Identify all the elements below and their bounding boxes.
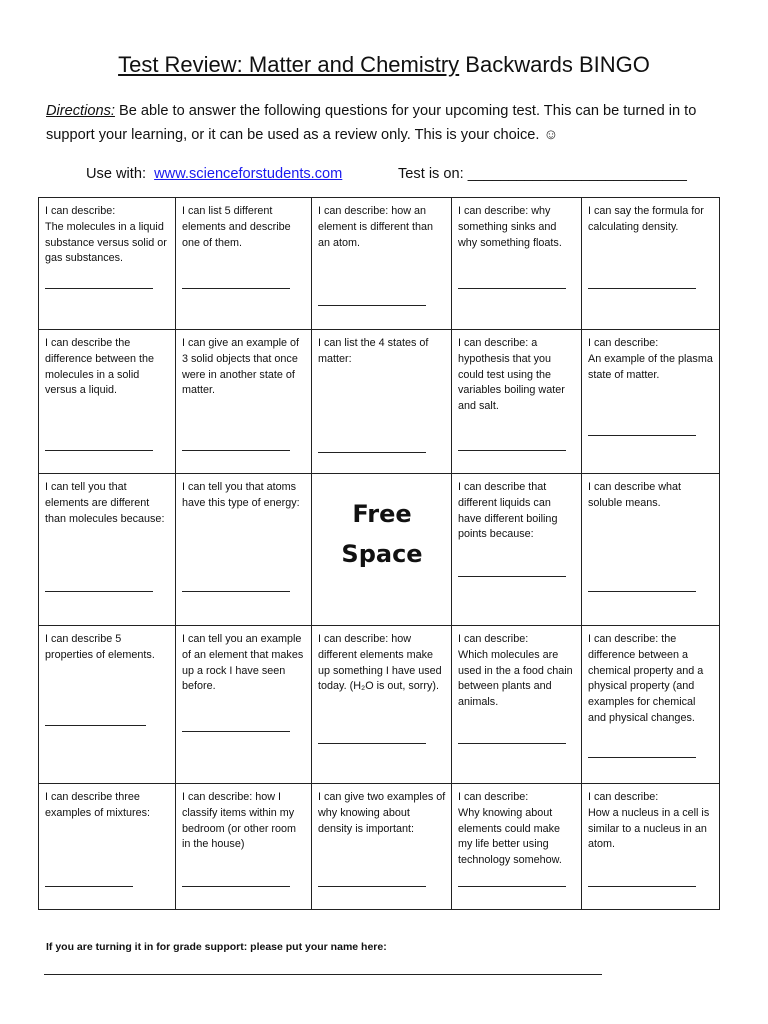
answer-blank[interactable]: [318, 452, 426, 453]
name-line[interactable]: [44, 974, 602, 975]
cell-prompt: I can describe: Which molecules are used in the a food chain between plants and animals.: [458, 633, 573, 709]
answer-blank[interactable]: [182, 450, 290, 451]
bingo-cell: [39, 330, 176, 474]
bingo-row: [39, 198, 720, 330]
directions-label: Directions:: [46, 103, 115, 119]
cell-prompt: I can describe 5 properties of elements.: [45, 633, 155, 661]
bingo-row: [39, 474, 720, 626]
bingo-cell: [452, 626, 582, 784]
cell-prompt: I can describe: How a nucleus in a cell is similar to a nucleus in an atom.: [588, 791, 710, 851]
bingo-cell: [39, 198, 176, 330]
cell-prompt: I can tell you that elements are different than molecules because:: [45, 481, 165, 525]
cell-prompt: I can describe the difference between the molecules in a solid versus a liquid.: [45, 337, 155, 397]
cell-prompt: I can list the 4 states of matter:: [318, 337, 429, 365]
answer-blank[interactable]: [588, 757, 696, 758]
answer-blank[interactable]: [588, 591, 696, 592]
bingo-grid: [38, 197, 720, 910]
cell-prompt: I can describe: Why knowing about elements could make my life better using technology somehow.: [458, 791, 562, 867]
cell-prompt: I can describe: the difference between a chemical property and a physical property (and examples for chemical and physical changes.: [588, 633, 704, 724]
bingo-cell: [176, 474, 312, 626]
bingo-row: [39, 784, 720, 910]
cell-prompt: I can describe: a hypothesis that you could test using the variables boiling water and salt.: [458, 337, 565, 413]
free-space: [318, 480, 446, 574]
bingo-cell: [39, 784, 176, 910]
cell-prompt: I can describe: An example of the plasma state of matter.: [588, 337, 713, 381]
answer-blank[interactable]: [588, 886, 696, 887]
cell-prompt: I can describe that different liquids can have different boiling points because:: [458, 481, 558, 541]
bingo-cell: [39, 626, 176, 784]
cell-prompt: I can describe: how I classify items within my bedroom (or other room in the house): [182, 791, 297, 851]
answer-blank[interactable]: [182, 731, 290, 732]
answer-blank[interactable]: [458, 886, 566, 887]
bingo-cell: [312, 330, 452, 474]
bingo-cell: [176, 784, 312, 910]
bingo-cell: [582, 474, 720, 626]
answer-blank[interactable]: [182, 886, 290, 887]
bingo-cell: [582, 626, 720, 784]
page-title: [0, 50, 768, 80]
cell-prompt: I can tell you that atoms have this type of energy:: [182, 481, 300, 509]
bingo-cell: [312, 626, 452, 784]
answer-blank[interactable]: [588, 435, 696, 436]
answer-blank[interactable]: [182, 288, 290, 289]
bingo-cell: [452, 474, 582, 626]
bingo-cell: [176, 626, 312, 784]
answer-blank[interactable]: [588, 288, 696, 289]
cell-prompt: I can describe: The molecules in a liquid substance versus solid or gas substances.: [45, 205, 167, 265]
answer-blank[interactable]: [318, 743, 426, 744]
answer-blank[interactable]: [458, 450, 566, 451]
cell-prompt: I can give an example of 3 solid objects that once were in another state of matter.: [182, 337, 300, 397]
answer-blank[interactable]: [45, 725, 146, 726]
test-date-blank: ___________________________: [467, 166, 687, 182]
bingo-cell: [39, 474, 176, 626]
answer-blank[interactable]: [318, 886, 426, 887]
directions-text: Be able to answer the following questions for your upcoming test. This can be turned in to support your learning, or it can be used as a review only. This is your choice. ☺: [46, 103, 697, 143]
use-with-label: Use with:: [86, 166, 147, 182]
cell-prompt: I can give two examples of why knowing about density is important:: [318, 791, 446, 835]
answer-blank[interactable]: [45, 450, 153, 451]
test-date-label: Test is on:: [398, 166, 464, 182]
cell-prompt: I can say the formula for calculating density.: [588, 205, 704, 233]
free-space-line1: Free: [352, 500, 412, 528]
bingo-cell: [452, 198, 582, 330]
website-link[interactable]: www.scienceforstudents.com: [154, 166, 343, 182]
answer-blank[interactable]: [458, 576, 566, 577]
title-rest: Backwards BINGO: [459, 52, 650, 77]
answer-blank[interactable]: [45, 288, 153, 289]
bingo-cell: [312, 784, 452, 910]
cell-prompt: I can list 5 different elements and describe one of them.: [182, 205, 291, 249]
cell-prompt: I can tell you an example of an element that makes up a rock I have seen before.: [182, 633, 304, 693]
bingo-cell: [582, 330, 720, 474]
bingo-cell: [312, 198, 452, 330]
test-date: [398, 163, 687, 185]
answer-blank[interactable]: [182, 591, 290, 592]
cell-prompt: I can describe: why something sinks and why something floats.: [458, 205, 562, 249]
bingo-row: [39, 330, 720, 474]
answer-blank[interactable]: [45, 591, 153, 592]
use-with: [86, 163, 342, 185]
bingo-row: [39, 626, 720, 784]
bingo-cell: [312, 474, 452, 626]
answer-blank[interactable]: [458, 743, 566, 744]
footer-name-prompt: If you are turning it in for grade support: please put your name here:: [46, 941, 387, 953]
bingo-cell: [176, 330, 312, 474]
cell-prompt: I can describe three examples of mixtures:: [45, 791, 151, 819]
bingo-cell: [582, 198, 720, 330]
answer-blank[interactable]: [45, 886, 133, 887]
cell-prompt: I can describe: how different elements make up something I have used today. (H₂O is out, sorry).: [318, 633, 442, 693]
answer-blank[interactable]: [458, 288, 566, 289]
bingo-cell: [452, 330, 582, 474]
bingo-cell: [176, 198, 312, 330]
cell-prompt: I can describe: how an element is different than an atom.: [318, 205, 434, 249]
free-space-line2: Space: [341, 540, 423, 568]
bingo-cell: [452, 784, 582, 910]
bingo-cell: [582, 784, 720, 910]
directions: [46, 99, 736, 147]
cell-prompt: I can describe what soluble means.: [588, 481, 682, 509]
answer-blank[interactable]: [318, 305, 426, 306]
title-underlined: Test Review: Matter and Chemistry: [118, 52, 460, 77]
